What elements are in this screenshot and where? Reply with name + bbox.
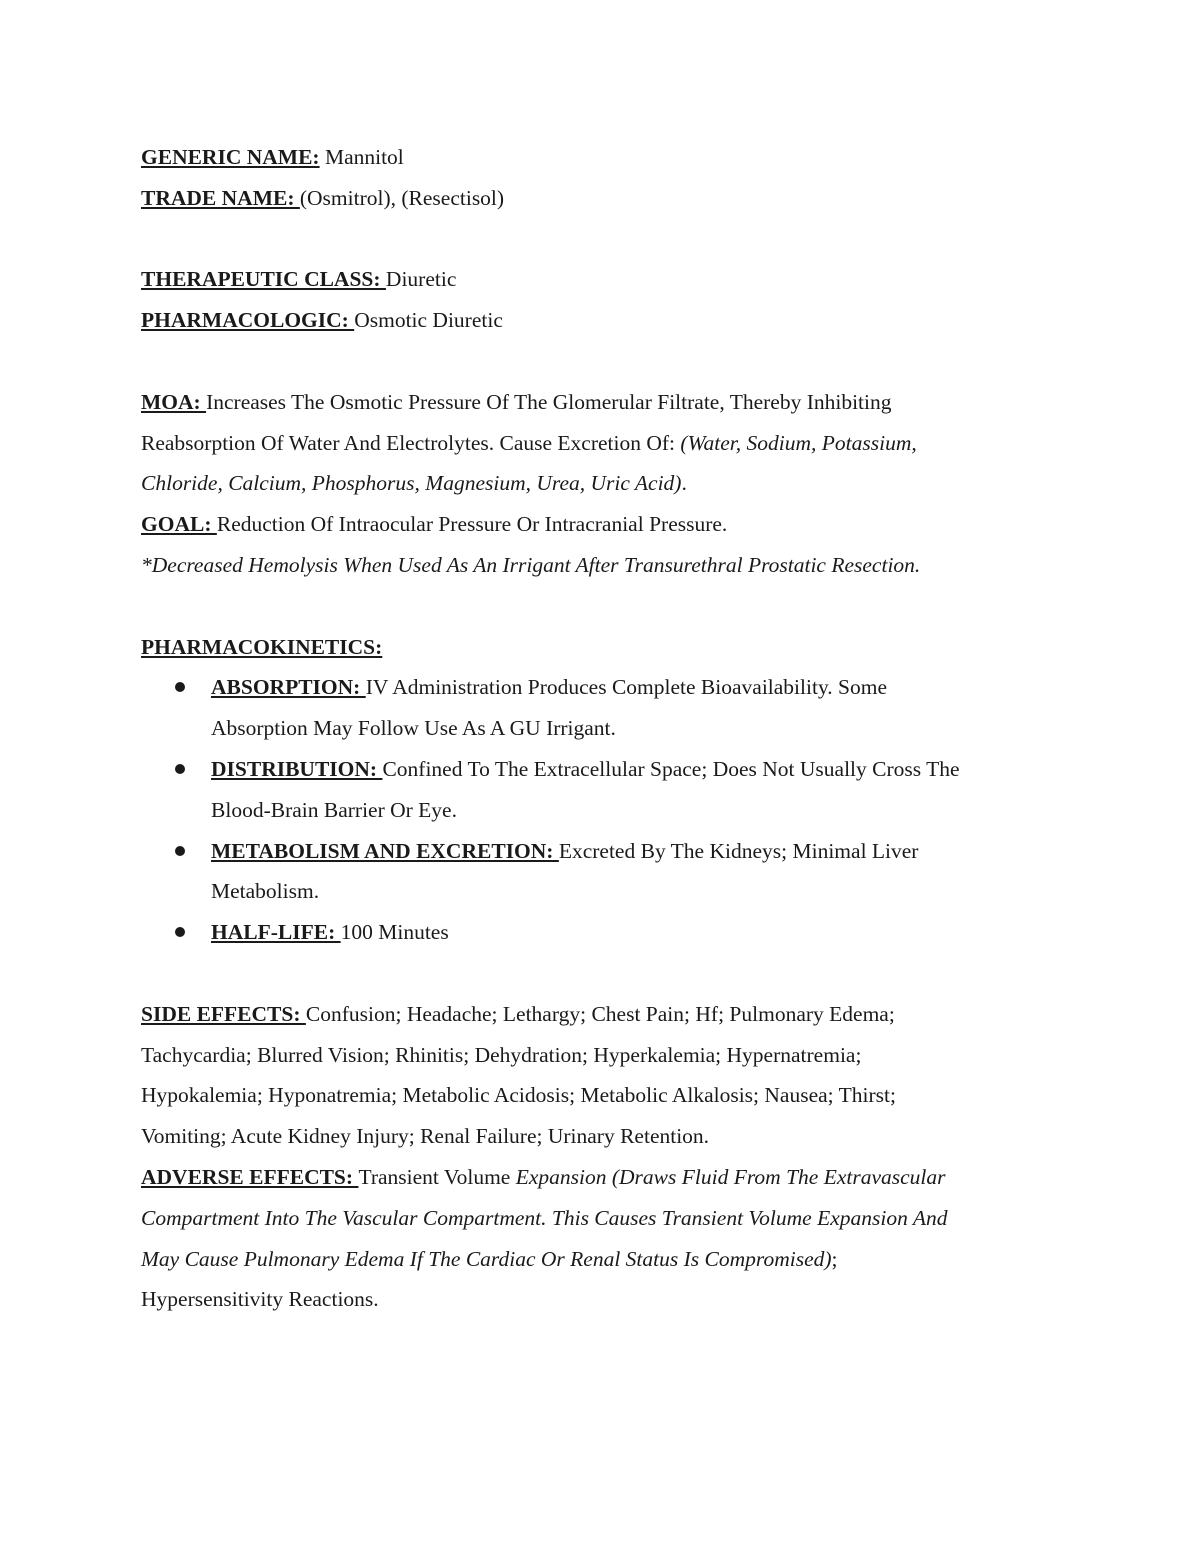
list-item-absorption [141, 667, 1041, 749]
side-effects-line-1 [141, 994, 1041, 1035]
therapeutic-class-label: THERAPEUTIC CLASS: [141, 267, 386, 292]
trade-name-value: (Osmitrol), (Resectisol) [299, 185, 505, 210]
bullet-icon [175, 927, 185, 937]
distribution-text-2: Blood-Brain Barrier Or Eye. [211, 797, 457, 822]
pharmacologic-label: PHARMACOLOGIC: [141, 308, 355, 333]
moa-excretion-list-start: (Water, Sodium, Potassium, [680, 430, 917, 455]
list-item-half-life [141, 912, 1041, 953]
adverse-effects-italic-2: Compartment Into The Vascular Compartment. This Causes Transient Volume Expansion And [141, 1205, 948, 1230]
adverse-effects-text-1: Transient Volume [358, 1164, 516, 1189]
therapeutic-class-line [141, 259, 1041, 300]
pharmacokinetics-heading-line [141, 627, 1041, 668]
trade-name-line [141, 178, 1041, 219]
side-effects-label: SIDE EFFECTS: [141, 1001, 306, 1026]
metabolism-text-2: Metabolism. [211, 879, 320, 904]
pharmacologic-line [141, 300, 1041, 341]
goal-label: GOAL: [141, 512, 217, 537]
adverse-effects-label: ADVERSE EFFECTS: [141, 1164, 359, 1189]
hemolysis-note: *Decreased Hemolysis When Used As An Irrigant After Transurethral Prostatic Resection. [141, 552, 921, 577]
bullet-icon [175, 764, 185, 774]
moa-label: MOA: [141, 389, 207, 414]
moa-text-2: Reabsorption Of Water And Electrolytes. Cause Excretion Of: [141, 430, 681, 455]
goal-line [141, 504, 1041, 545]
half-life-label: HALF-LIFE: [211, 920, 341, 945]
metabolism-text-1: Excreted By The Kidneys; Minimal Liver [558, 838, 919, 863]
side-effects-text-4: Vomiting; Acute Kidney Injury; Renal Failure; Urinary Retention. [141, 1124, 710, 1149]
generic-name-line [141, 137, 1041, 178]
distribution-label: DISTRIBUTION: [211, 756, 383, 781]
document-page [141, 137, 1041, 1320]
pharmacokinetics-heading: PHARMACOKINETICS: [141, 634, 383, 659]
distribution-text-1: Confined To The Extracellular Space; Does Not Usually Cross The [382, 756, 960, 781]
adverse-effects-italic-1: Expansion (Draws Fluid From The Extravascular [515, 1164, 946, 1189]
bullet-icon [175, 846, 185, 856]
half-life-value: 100 Minutes [340, 920, 449, 945]
absorption-label: ABSORPTION: [211, 675, 366, 700]
pharmacokinetics-list [141, 667, 1041, 953]
list-item-distribution [141, 749, 1041, 831]
goal-value: Reduction Of Intraocular Pressure Or Intracranial Pressure. [216, 512, 728, 537]
adverse-effects-line-3 [141, 1239, 1041, 1280]
bullet-icon [175, 682, 185, 692]
absorption-text-1: IV Administration Produces Complete Bioavailability. Some [365, 675, 888, 700]
moa-text-1: Increases The Osmotic Pressure Of The Glomerular Filtrate, Thereby Inhibiting [206, 389, 892, 414]
metabolism-label: METABOLISM AND EXCRETION: [211, 838, 559, 863]
adverse-effects-line-1 [141, 1157, 1041, 1198]
absorption-text-2: Absorption May Follow Use As A GU Irrigant. [211, 716, 616, 741]
moa-line-2 [141, 423, 1041, 464]
side-effects-text-2: Tachycardia; Blurred Vision; Rhinitis; Dehydration; Hyperkalemia; Hypernatremia; [141, 1042, 862, 1067]
generic-name-value: Mannitol [319, 145, 404, 169]
moa-line-3 [141, 463, 1041, 504]
side-effects-text-1: Confusion; Headache; Lethargy; Chest Pain; Hf; Pulmonary Edema; [305, 1001, 895, 1026]
adverse-effects-italic-3: May Cause Pulmonary Edema If The Cardiac Or Renal Status Is Compromised) [141, 1246, 832, 1271]
adverse-effects-text-4: Hypersensitivity Reactions. [141, 1287, 379, 1312]
moa-excretion-list-end: Chloride, Calcium, Phosphorus, Magnesium, Urea, Uric Acid) [141, 471, 682, 496]
therapeutic-class-value: Diuretic [385, 267, 457, 292]
trade-name-label: TRADE NAME: [141, 185, 300, 210]
generic-name-label: GENERIC NAME: [141, 145, 320, 169]
adverse-effects-semicolon: ; [831, 1246, 838, 1271]
side-effects-text-3: Hypokalemia; Hyponatremia; Metabolic Acidosis; Metabolic Alkalosis; Nausea; Thirst; [141, 1083, 896, 1108]
list-item-metabolism [141, 831, 1041, 913]
pharmacologic-value: Osmotic Diuretic [354, 308, 503, 333]
moa-period: . [681, 471, 687, 496]
moa-line-1 [141, 382, 1041, 423]
